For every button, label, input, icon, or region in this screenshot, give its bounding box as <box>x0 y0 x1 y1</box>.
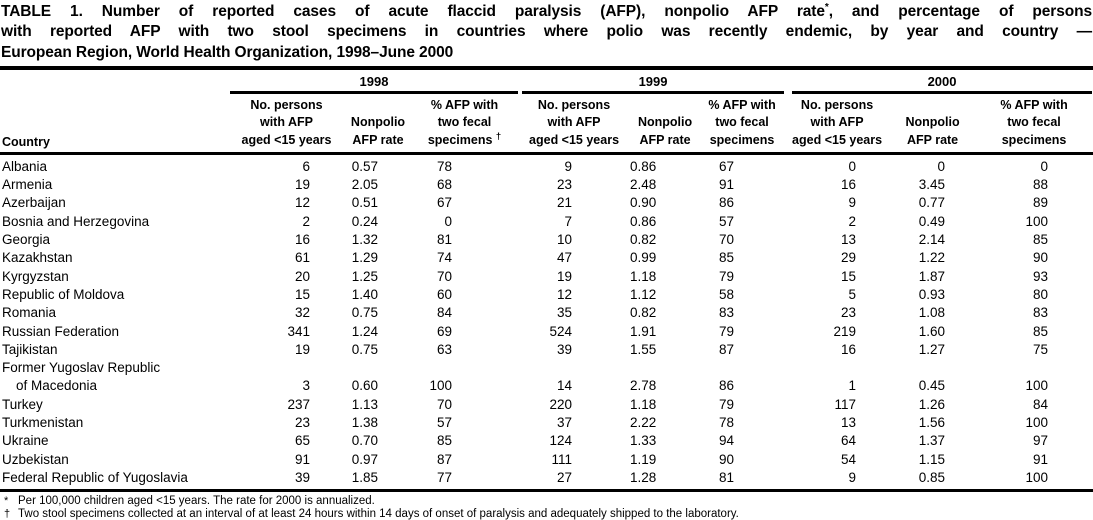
country-cell: Tajikistan <box>2 341 58 357</box>
value-cell: 9 <box>848 469 857 485</box>
value-cell: 9 <box>848 195 857 211</box>
value-cell: 100 <box>1025 378 1049 394</box>
footnotes <box>0 492 1093 520</box>
value-cell: 1.12 <box>630 286 657 302</box>
country-cell: Uzbekistan <box>2 451 69 467</box>
value-cell: 0.85 <box>918 469 946 485</box>
value-cell: 2.78 <box>630 378 657 394</box>
value-cell: 1.24 <box>351 323 378 339</box>
value-cell: 19 <box>294 177 310 193</box>
value-cell: 0.45 <box>918 378 946 394</box>
value-cell: 67 <box>719 158 735 174</box>
value-cell: 524 <box>549 323 573 339</box>
value-cell: 117 <box>834 396 857 412</box>
value-cell: 81 <box>437 232 453 248</box>
table-row <box>0 231 1093 249</box>
value-cell: 58 <box>719 286 735 302</box>
value-cell: 90 <box>719 451 735 467</box>
value-cell: 70 <box>719 232 735 248</box>
value-cell: 0.93 <box>918 286 946 302</box>
table-header <box>0 68 1093 153</box>
value-cell: 1.18 <box>630 268 657 284</box>
value-cell: 0.97 <box>351 451 378 467</box>
value-cell: 85 <box>719 250 735 266</box>
value-cell: 1.28 <box>630 469 657 485</box>
value-cell: 219 <box>833 323 857 339</box>
value-cell: 10 <box>557 232 573 248</box>
value-cell: 23 <box>294 414 310 430</box>
column-header-rate-1999: Nonpolio AFP rate <box>630 94 700 153</box>
table-row <box>0 286 1093 304</box>
country-cell: Azerbaijan <box>2 195 66 211</box>
value-cell: 2 <box>302 213 310 229</box>
value-cell: 0.70 <box>351 433 378 449</box>
value-cell: 83 <box>719 305 735 321</box>
country-cell: Turkey <box>2 396 43 412</box>
table-row <box>0 213 1093 231</box>
value-cell: 1.29 <box>351 250 378 266</box>
value-cell: 0.82 <box>630 232 657 248</box>
value-cell: 81 <box>719 469 735 485</box>
value-cell: 69 <box>437 323 453 339</box>
value-cell: 6 <box>302 158 310 174</box>
value-cell: 86 <box>719 195 735 211</box>
value-cell: 1.27 <box>918 341 946 357</box>
country-cell: Ukraine <box>2 433 49 449</box>
column-header-persons-2000: No. persons with AFP aged <15 years <box>784 94 890 153</box>
value-cell: 0.77 <box>918 195 946 211</box>
value-cell: 93 <box>1033 268 1049 284</box>
table-row <box>0 469 1093 491</box>
value-cell: 39 <box>557 341 573 357</box>
value-cell: 85 <box>1033 232 1049 248</box>
column-header-persons-1998: No. persons with AFP aged <15 years <box>228 94 345 153</box>
column-header-row <box>0 94 1093 153</box>
value-cell: 100 <box>429 378 453 394</box>
value-cell: 91 <box>1033 451 1049 467</box>
value-cell: 1.08 <box>918 305 946 321</box>
year-row-spacer <box>0 68 228 94</box>
value-cell: 1.25 <box>351 268 378 284</box>
value-cell: 1.32 <box>351 232 378 248</box>
country-cell: Federal Republic of Yugoslavia <box>2 469 188 485</box>
value-cell: 0 <box>444 213 453 229</box>
value-cell: 1.85 <box>351 469 378 485</box>
country-cell: Turkmenistan <box>2 414 84 430</box>
table-title <box>0 0 1093 66</box>
value-cell: 0.24 <box>351 213 378 229</box>
value-cell: 39 <box>294 469 310 485</box>
value-cell: 2.14 <box>918 232 946 248</box>
table-row <box>0 341 1093 359</box>
value-cell: 29 <box>841 250 857 266</box>
value-cell: 2.48 <box>630 177 657 193</box>
value-cell: 32 <box>294 305 310 321</box>
value-cell: 94 <box>719 433 735 449</box>
column-header-persons-1999: No. persons with AFP aged <15 years <box>518 94 630 153</box>
table-row <box>0 249 1093 267</box>
table-row <box>0 451 1093 469</box>
value-cell: 1.56 <box>918 414 946 430</box>
value-cell: 21 <box>557 195 573 211</box>
value-cell: 60 <box>437 286 453 302</box>
value-cell: 1.37 <box>918 433 946 449</box>
country-cell: Armenia <box>2 177 53 193</box>
country-cell: Russian Federation <box>2 323 120 339</box>
value-cell: 12 <box>557 286 573 302</box>
footnote-rate: * Per 100,000 children aged <15 years. The rate for 2000 is annualized. <box>4 495 375 508</box>
value-cell: 61 <box>294 250 310 266</box>
title-line-3: European Region, World Health Organization, 1998–June 2000 <box>1 43 454 61</box>
value-cell: 0.75 <box>351 305 378 321</box>
value-cell: 86 <box>719 378 735 394</box>
value-cell: 0.57 <box>351 158 378 174</box>
value-cell: 84 <box>1033 396 1049 412</box>
table-row <box>0 432 1093 450</box>
year-group-2000 <box>784 68 1093 94</box>
value-cell: 2.22 <box>630 414 657 430</box>
value-cell: 100 <box>1025 469 1049 485</box>
value-cell: 1.13 <box>351 396 378 412</box>
column-header-rate-1998: Nonpolio AFP rate <box>345 94 411 153</box>
column-header-specimens-1999: % AFP with two fecal specimens <box>700 94 784 153</box>
value-cell: 0.99 <box>630 250 657 266</box>
value-cell: 1.22 <box>918 250 946 266</box>
value-cell: 1.26 <box>918 396 946 412</box>
value-cell: 88 <box>1033 177 1049 193</box>
value-cell: 2.05 <box>351 177 378 193</box>
value-cell: 0 <box>848 158 857 174</box>
table-row <box>0 414 1093 432</box>
value-cell: 220 <box>549 396 573 412</box>
value-cell: 124 <box>549 433 573 449</box>
value-cell: 111 <box>551 451 573 467</box>
value-cell: 0.60 <box>351 378 378 394</box>
title-line-1: TABLE 1. Number of reported cases of acute flaccid paralysis (AFP), nonpolio AFP rate*, and percentage of persons <box>1 1 1093 20</box>
country-cell: Kazakhstan <box>2 250 73 266</box>
value-cell: 63 <box>437 341 453 357</box>
year-label-1998: 1998 <box>230 74 518 94</box>
country-cell: Albania <box>2 158 48 174</box>
title-line-2: with reported AFP with two stool specimens in countries where polio was recently endemic, by year and country — <box>1 23 1092 41</box>
value-cell: 83 <box>1033 305 1049 321</box>
year-group-1999 <box>518 68 784 94</box>
value-cell: 78 <box>719 414 735 430</box>
column-header-specimens-1998: % AFP with two fecal specimens † <box>411 94 518 153</box>
value-cell: 0.75 <box>351 341 378 357</box>
value-cell: 0.86 <box>630 158 657 174</box>
value-cell: 19 <box>557 268 573 284</box>
column-header-country: Country <box>0 94 228 153</box>
value-cell: 64 <box>841 433 857 449</box>
country-cell: Kyrgyzstan <box>2 268 69 284</box>
value-cell: 70 <box>437 396 453 412</box>
value-cell: 19 <box>294 341 310 357</box>
table-body <box>0 153 1093 490</box>
footnote-marker-asterisk: * <box>824 1 829 13</box>
value-cell: 47 <box>557 250 573 266</box>
value-cell: 0 <box>1040 158 1049 174</box>
value-cell: 1.55 <box>630 341 657 357</box>
value-cell: 54 <box>841 451 857 467</box>
value-cell: 79 <box>719 268 735 284</box>
value-cell: 74 <box>437 250 453 266</box>
value-cell: 1.18 <box>630 396 657 412</box>
value-cell: 23 <box>841 305 857 321</box>
value-cell: 12 <box>294 195 310 211</box>
value-cell: 79 <box>719 323 735 339</box>
year-label-2000: 2000 <box>792 74 1092 94</box>
table-row <box>0 396 1093 414</box>
value-cell: 77 <box>437 469 453 485</box>
value-cell: 3 <box>302 378 310 394</box>
country-cell: Bosnia and Herzegovina <box>2 213 150 229</box>
afp-table <box>0 66 1093 492</box>
value-cell: 0.49 <box>918 213 946 229</box>
country-cell: Romania <box>2 305 57 321</box>
value-cell: 68 <box>437 177 453 193</box>
value-cell: 1.60 <box>918 323 946 339</box>
value-cell: 0.82 <box>630 305 657 321</box>
value-cell: 1 <box>848 378 857 394</box>
value-cell: 15 <box>294 286 310 302</box>
value-cell: 75 <box>1033 341 1049 357</box>
value-cell: 67 <box>437 195 453 211</box>
value-cell: 27 <box>557 469 573 485</box>
value-cell: 1.40 <box>351 286 378 302</box>
value-cell: 13 <box>841 414 857 430</box>
value-cell: 1.38 <box>351 414 378 430</box>
footnote-specimens: † Two stool specimens collected at an interval of at least 24 hours within 14 days of onset of paralysis and adequately shipped to the laboratory. <box>4 507 739 520</box>
value-cell: 84 <box>437 305 453 321</box>
value-cell: 16 <box>294 232 310 248</box>
table-row <box>0 176 1093 194</box>
value-cell: 87 <box>437 451 453 467</box>
column-header-rate-2000: Nonpolio AFP rate <box>890 94 975 153</box>
value-cell: 0.90 <box>630 195 657 211</box>
value-cell: 20 <box>294 268 310 284</box>
value-cell: 80 <box>1033 286 1049 302</box>
table-row <box>0 359 1093 396</box>
value-cell: 90 <box>1033 250 1049 266</box>
value-cell: 1.33 <box>630 433 657 449</box>
value-cell: 1.91 <box>630 323 657 339</box>
value-cell: 237 <box>287 396 310 412</box>
table-row <box>0 268 1093 286</box>
value-cell: 97 <box>1033 433 1049 449</box>
value-cell: 91 <box>719 177 735 193</box>
value-cell: 23 <box>557 177 573 193</box>
value-cell: 0 <box>937 158 946 174</box>
value-cell: 15 <box>841 268 857 284</box>
value-cell: 16 <box>841 341 857 357</box>
value-cell: 16 <box>841 177 857 193</box>
value-cell: 2 <box>848 213 857 229</box>
country-cell: Former Yugoslav Republic of Macedonia <box>2 360 161 394</box>
table-row <box>0 304 1093 322</box>
value-cell: 85 <box>1033 323 1049 339</box>
year-label-1999: 1999 <box>522 74 784 94</box>
value-cell: 89 <box>1033 195 1049 211</box>
value-cell: 37 <box>557 414 573 430</box>
value-cell: 1.15 <box>918 451 946 467</box>
value-cell: 35 <box>557 305 573 321</box>
footnote-marker-dagger: † <box>495 130 502 142</box>
value-cell: 1.19 <box>630 451 657 467</box>
country-cell: Republic of Moldova <box>2 286 125 302</box>
year-group-1998 <box>228 68 518 94</box>
value-cell: 1.87 <box>918 268 946 284</box>
value-cell: 65 <box>294 433 310 449</box>
year-header-row <box>0 68 1093 94</box>
value-cell: 13 <box>841 232 857 248</box>
column-header-specimens-2000: % AFP with two fecal specimens <box>975 94 1093 153</box>
table-row <box>0 323 1093 341</box>
value-cell: 3.45 <box>918 177 946 193</box>
value-cell: 57 <box>437 414 453 430</box>
value-cell: 57 <box>719 213 735 229</box>
value-cell: 87 <box>719 341 735 357</box>
value-cell: 9 <box>564 158 573 174</box>
value-cell: 100 <box>1025 213 1049 229</box>
value-cell: 7 <box>564 213 573 229</box>
value-cell: 91 <box>294 451 310 467</box>
table-row <box>0 153 1093 176</box>
table-row <box>0 194 1093 212</box>
value-cell: 0.51 <box>351 195 378 211</box>
value-cell: 341 <box>287 323 310 339</box>
value-cell: 85 <box>437 433 453 449</box>
value-cell: 79 <box>719 396 735 412</box>
country-cell: Georgia <box>2 232 51 248</box>
value-cell: 78 <box>437 158 453 174</box>
value-cell: 100 <box>1025 414 1049 430</box>
value-cell: 0.86 <box>630 213 657 229</box>
value-cell: 5 <box>848 286 857 302</box>
value-cell: 14 <box>557 378 573 394</box>
value-cell: 70 <box>437 268 453 284</box>
